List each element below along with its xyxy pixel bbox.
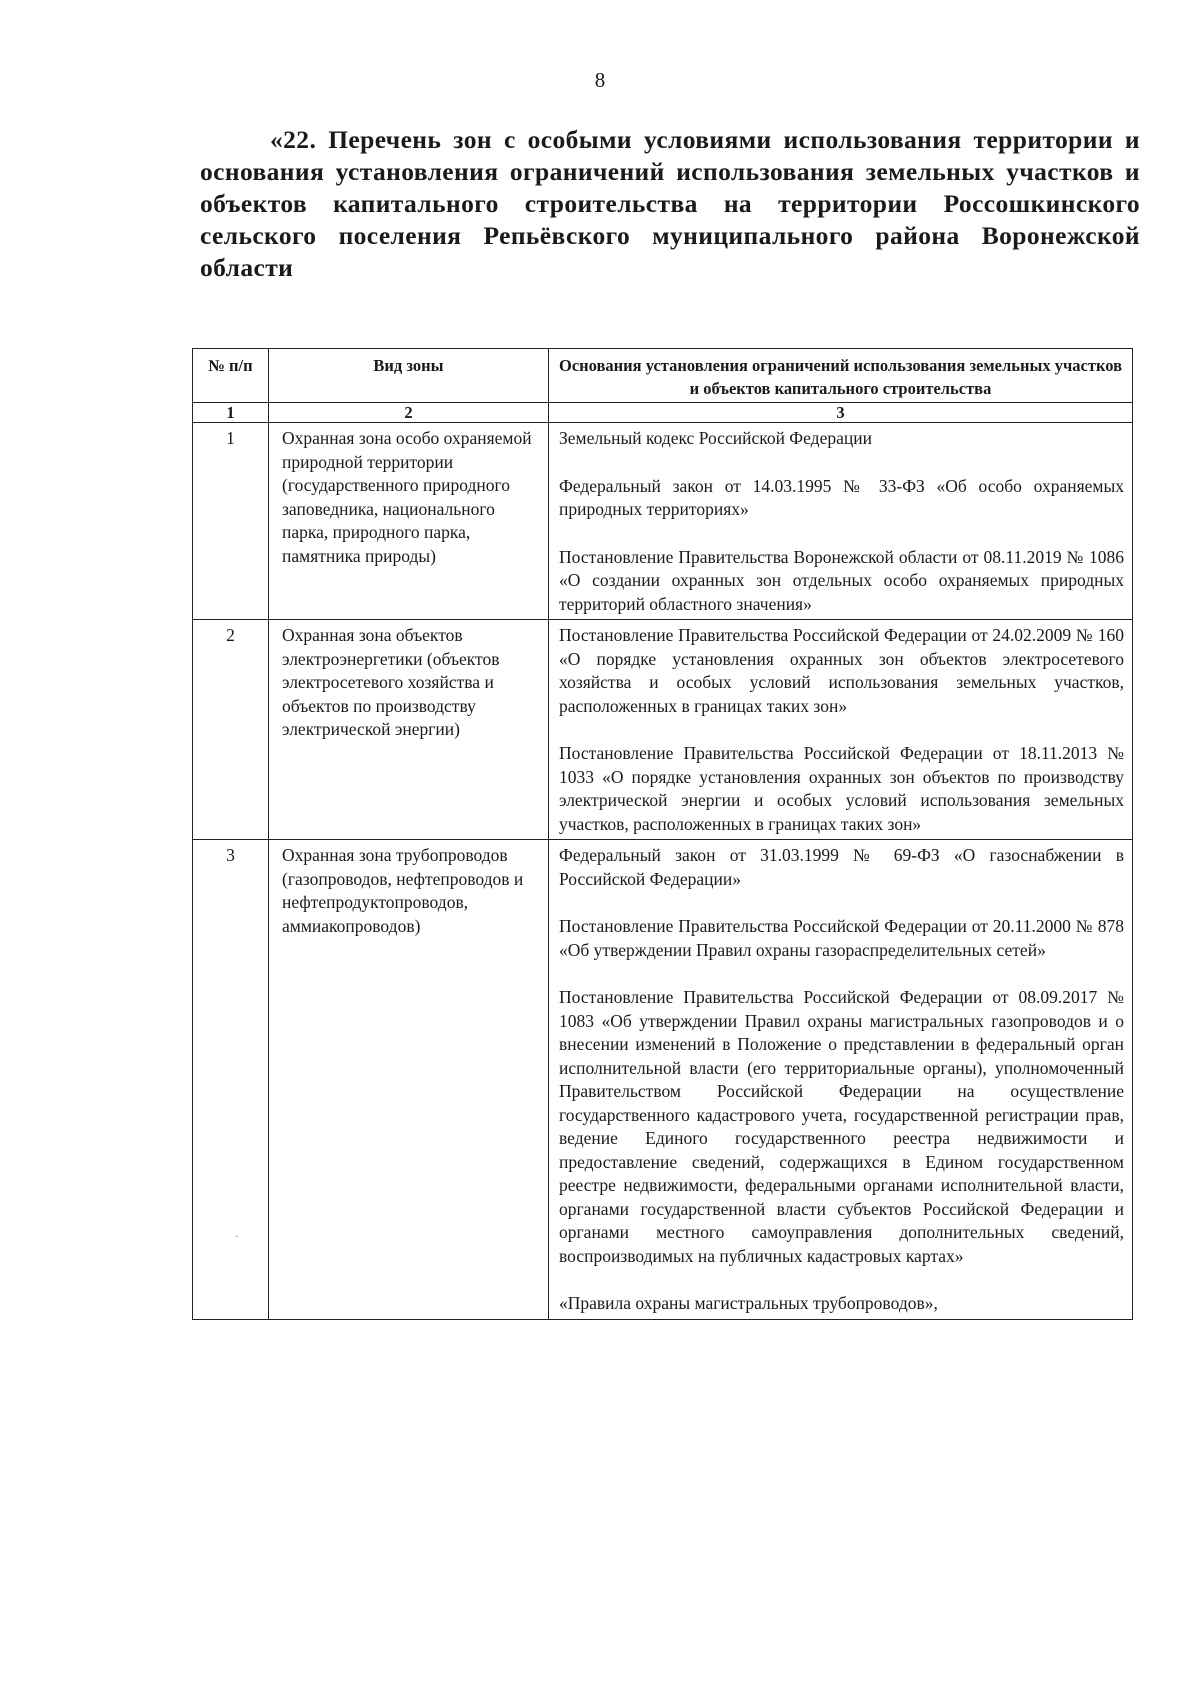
- zones-table-container: [192, 348, 1132, 1320]
- scan-speck: ·: [235, 1232, 239, 1243]
- basis-paragraph: Земельный кодекс Российской Федерации: [559, 428, 872, 448]
- zone-type-cell: Охранная зона особо охраняемой природной территории (государственного природного заповедника, национального парка, природного парка, памятника природы): [269, 423, 549, 620]
- basis-paragraph: Постановление Правительства Российской Федерации от 24.02.2009 № 160 «О порядке установления охранных зон объектов электросетевого хозяйства и особых условий использования земельных участков, расположенных в границах таких зон»: [559, 625, 1124, 716]
- basis-paragraph: Постановление Правительства Российской Федерации от 08.09.2017 № 1083 «Об утверждении Правил охраны магистральных газопроводов и о внесении изменений в Положение о представлении в федеральный орган исполнительной власти (его территориальные органы), уполномоченный Правительством Российской Федерации на осуществление государственного кадастрового учета, государственной регистрации прав, ведение Единого государственного реестра недвижимости и предоставление сведений, содержащихся в Едином государственном реестре недвижимости, федеральными органами исполнительной власти, органами государственной власти субъектов Российской Федерации и органами местного самоуправления дополнительных сведений, воспроизводимых на публичных кадастровых картах»: [559, 987, 1124, 1266]
- table-header-row: [193, 349, 1133, 403]
- basis-paragraph: «Правила охраны магистральных трубопроводов»,: [559, 1293, 938, 1313]
- table-row: [193, 620, 1133, 840]
- column-number: 1: [193, 403, 269, 423]
- basis-paragraph: Постановление Правительства Российской Федерации от 18.11.2013 № 1033 «О порядке установления охранных зон объектов по производству электрической энергии и особых условий использования земельных участков, расположенных в границах таких зон»: [559, 743, 1124, 834]
- zones-table: [192, 348, 1133, 1320]
- basis-cell: [549, 620, 1133, 840]
- row-number: 3: [193, 840, 269, 1320]
- basis-cell: [549, 840, 1133, 1320]
- basis-paragraph: Постановление Правительства Воронежской области от 08.11.2019 № 1086 «О создании охранных зон отдельных особо охраняемых природных территорий областного значения»: [559, 546, 1124, 614]
- zone-type-cell: Охранная зона объектов электроэнергетики (объектов электросетевого хозяйства и объектов по производству электрической энергии): [269, 620, 549, 840]
- basis-cell: [549, 423, 1133, 620]
- column-number: 3: [549, 403, 1133, 423]
- table-row: [193, 840, 1133, 1320]
- row-number: 2: [193, 620, 269, 840]
- basis-paragraph: Постановление Правительства Российской Федерации от 20.11.2000 № 878 «Об утверждении Правил охраны газораспределительных сетей»: [559, 916, 1124, 960]
- basis-paragraph: Федеральный закон от 14.03.1995 № 33-ФЗ «Об особо охраняемых природных территориях»: [559, 475, 1124, 519]
- page-number: 8: [594, 68, 606, 92]
- row-number: 1: [193, 423, 269, 620]
- header-basis: Основания установления ограничений использования земельных участков и объектов капитального строительства: [549, 349, 1133, 403]
- basis-paragraph: Федеральный закон от 31.03.1999 № 69-ФЗ «О газоснабжении в Российской Федерации»: [559, 845, 1124, 889]
- column-number: 2: [269, 403, 549, 423]
- section-heading: «22. Перечень зон с особыми условиями использования территории и основания установления ограничений использования земельных участков и объектов капитального строительства на территории Россошкинского сельского поселения Репьёвского муниципального района Воронежской области: [200, 125, 1140, 282]
- zone-type-cell: Охранная зона трубопроводов (газопроводов, нефтепроводов и нефтепродуктопроводов, аммиакопроводов): [269, 840, 549, 1320]
- header-zone-type: Вид зоны: [269, 349, 549, 403]
- header-num: № п/п: [193, 349, 269, 403]
- column-number-row: [193, 403, 1133, 423]
- table-row: [193, 423, 1133, 620]
